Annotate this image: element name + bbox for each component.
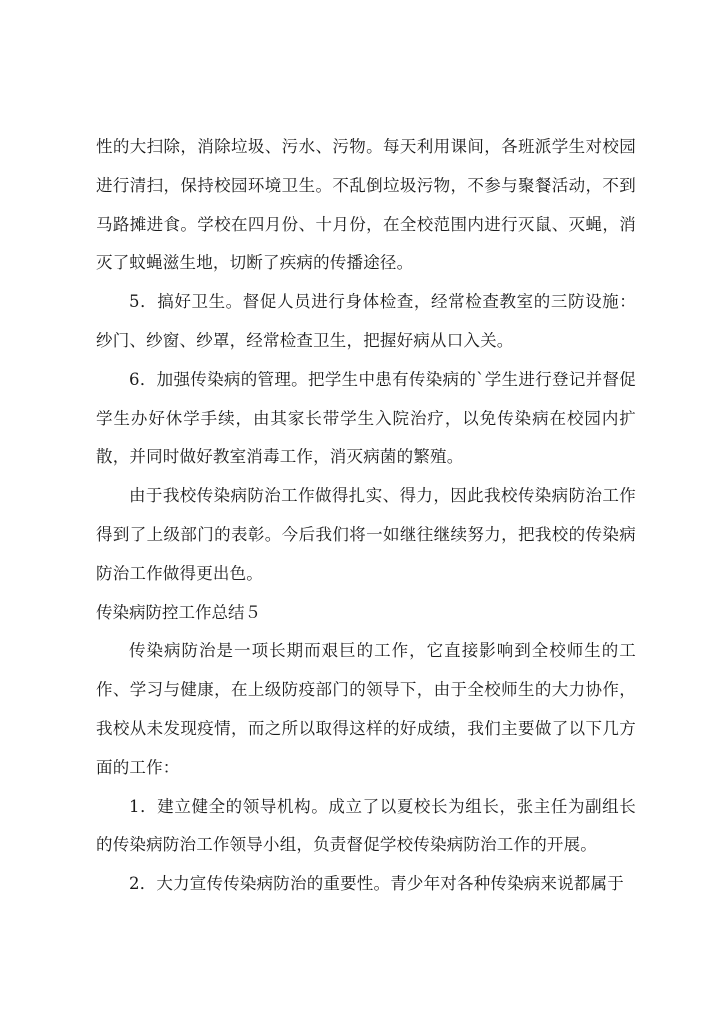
document-body [96, 128, 636, 904]
paragraph-item-6-management: 6．加强传染病的管理。把学生中患有传染病的`学生进行登记并督促学生办好休学手续，由其家长带学生入院治疗，以免传染病在校园内扩散，并同时做好教室消毒工作，消灭病菌的繁殖。 [96, 369, 636, 467]
paragraph-item-2-publicity: 2．大力宣传传染病防治的重要性。青少年对各种传染病来说都属于 [129, 874, 624, 894]
paragraph-item-1-leadership: 1．建立健全的领导机构。成立了以夏校长为组长，张主任为副组长的传染病防治工作领导小组，负责督促学校传染病防治工作的开展。 [96, 796, 636, 855]
paragraph-sanitation-continued: 性的大扫除，消除垃圾、污水、污物。每天利用课间，各班派学生对校园进行清扫，保持校园环境卫生。不乱倒垃圾污物，不参与聚餐活动，不到马路摊进食。学校在四月份、十月份，在全校范围内进行灭鼠、灭蝇，消灭了蚊蝇滋生地，切断了疾病的传播途径。 [96, 137, 636, 273]
paragraph-conclusion: 由于我校传染病防治工作做得扎实、得力，因此我校传染病防治工作得到了上级部门的表彰。今后我们将一如继往继续努力，把我校的传染病防治工作做得更出色。 [96, 486, 636, 583]
paragraph-intro: 传染病防治是一项长期而艰巨的工作，它直接影响到全校师生的工作、学习与健康，在上级防疫部门的领导下，由于全校师生的大力协作，我校从未发现疫情，而之所以取得这样的好成绩，我们主要做了以下几方面的工作： [96, 641, 636, 777]
section-heading: 传染病防控工作总结５ [96, 602, 261, 622]
paragraph-item-5-hygiene: 5．搞好卫生。督促人员进行身体检查，经常检查教室的三防设施：纱门、纱窗、纱罩，经常检查卫生，把握好病从口入关。 [96, 292, 636, 350]
